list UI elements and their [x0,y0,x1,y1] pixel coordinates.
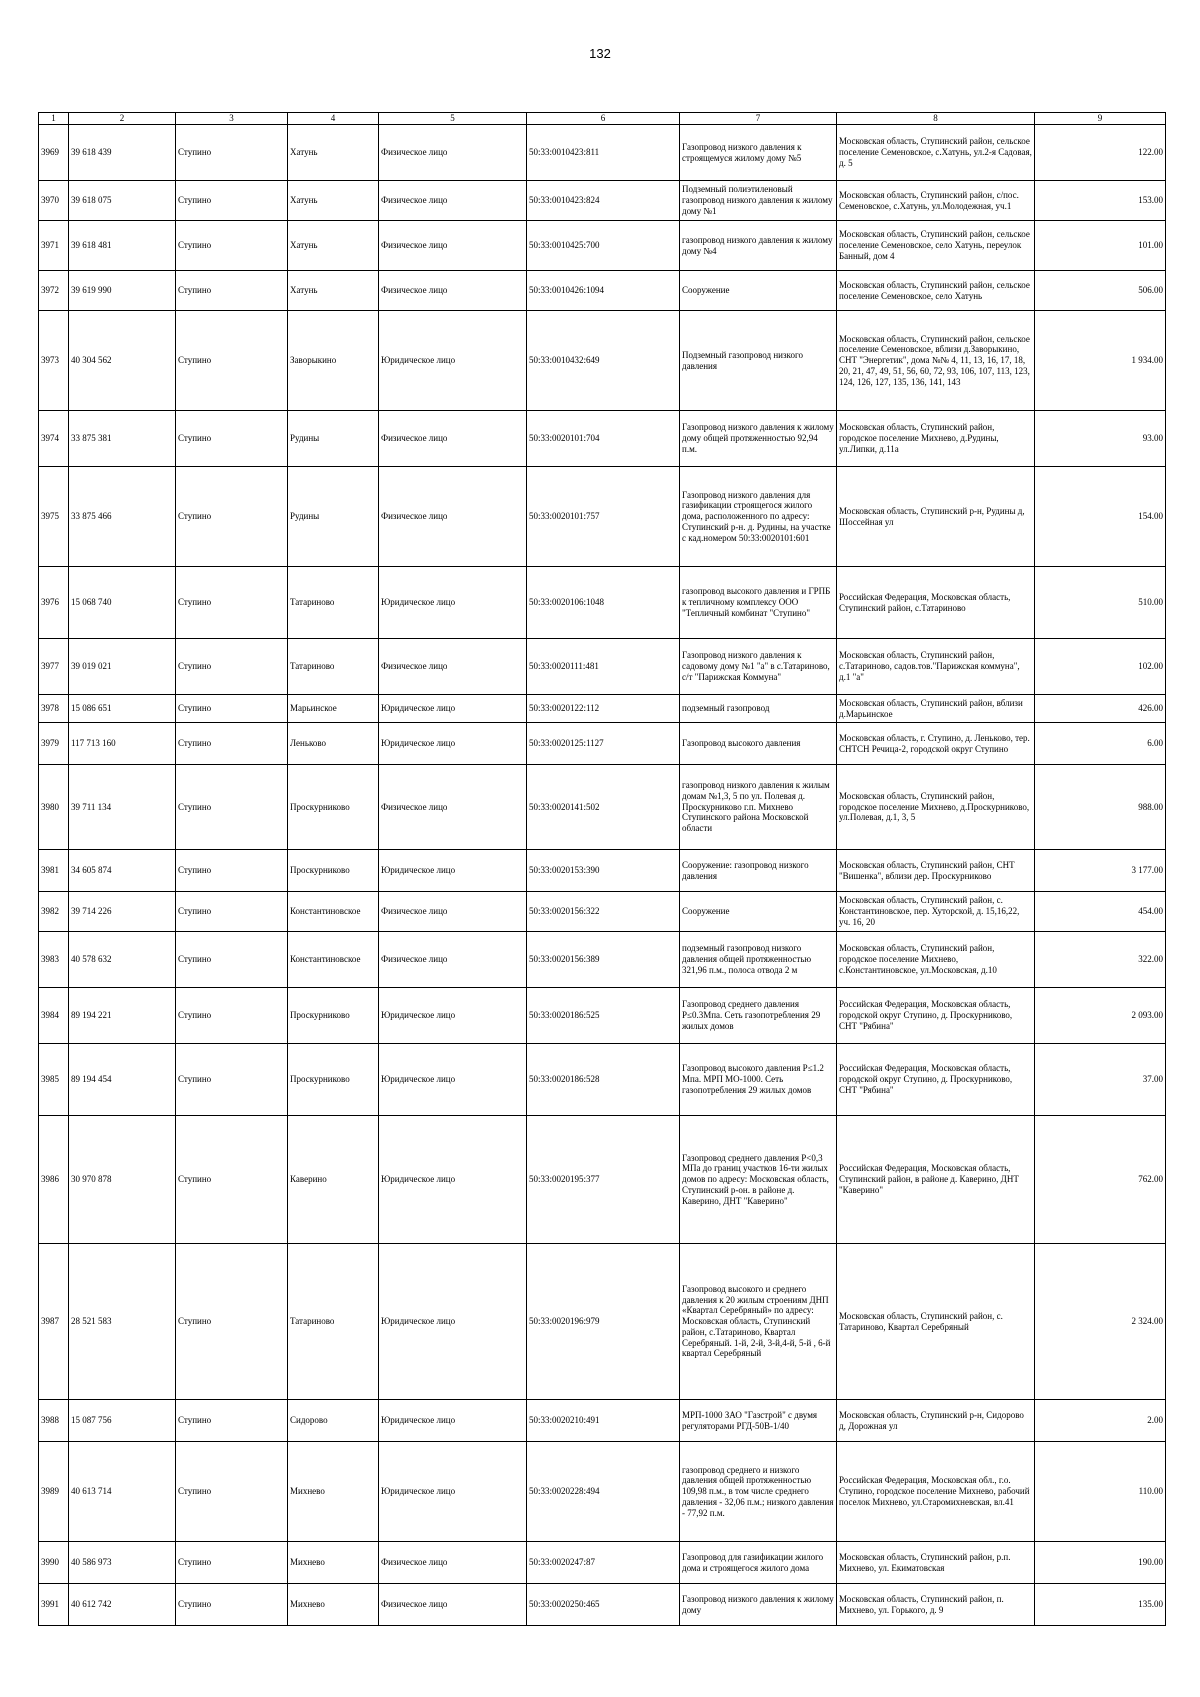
object-code-cell: 39 618 439 [69,125,176,181]
owner-type-cell: Юридическое лицо [379,723,527,765]
address-cell: Московская область, Ступинский район, городское поселение Михнево, д.Проскурниково, ул.Полевая, д.1, 3, 5 [837,765,1035,850]
object-name-cell: Газопровод низкого давления для газификации строящегося жилого дома, расположенного по адресу: Ступинский р-н. д. Рудины, на участке с кад.номером 50:33:0020101:601 [680,467,837,567]
locality-cell: Михнево [288,1584,379,1626]
locality-cell: Сидорово [288,1400,379,1442]
object-code-cell: 117 713 160 [69,723,176,765]
locality-cell: Проскурниково [288,1044,379,1116]
value-cell: 135.00 [1035,1584,1166,1626]
value-cell: 2 093.00 [1035,988,1166,1044]
object-code-cell: 39 618 075 [69,181,176,221]
table-row [39,988,1166,1044]
district-cell: Ступино [176,695,288,723]
locality-cell: Хатунь [288,181,379,221]
object-name-cell: Газопровод среднего давления Р≤0.3Мпа. Сеть газопотребления 29 жилых домов [680,988,837,1044]
table-row [39,181,1166,221]
table-row [39,1044,1166,1116]
address-cell: Московская область, Ступинский район, сельское поселение Семеновское, село Хатунь, переулок Банный, дом 4 [837,221,1035,271]
district-cell: Ступино [176,181,288,221]
value-cell: 426.00 [1035,695,1166,723]
value-cell: 454.00 [1035,892,1166,932]
page-number: 132 [589,46,611,61]
table-row [39,221,1166,271]
object-name-cell: Сооружение [680,892,837,932]
cadastral-number-cell: 50:33:0010432:649 [527,311,680,411]
row-number-cell: 3977 [39,639,69,695]
row-number-cell: 3969 [39,125,69,181]
object-code-cell: 33 875 466 [69,467,176,567]
locality-cell: Татариново [288,567,379,639]
table-row [39,467,1166,567]
value-cell: 153.00 [1035,181,1166,221]
address-cell: Российская Федерация, Московская обл., г.о. Ступино, городское поселение Михнево, рабочий поселок Михнево, ул.Старомихневская, вл.41 [837,1442,1035,1542]
value-cell: 6.00 [1035,723,1166,765]
value-cell: 762.00 [1035,1116,1166,1244]
cadastral-number-cell: 50:33:0020141:502 [527,765,680,850]
district-cell: Ступино [176,723,288,765]
object-code-cell: 30 970 878 [69,1116,176,1244]
locality-cell: Заворыкино [288,311,379,411]
cadastral-number-cell: 50:33:0010423:811 [527,125,680,181]
address-cell: Московская область, г. Ступино, д. Леньково, тер. СНТСН Речица-2, городской округ Ступино [837,723,1035,765]
address-cell: Российская Федерация, Московская область, Ступинский район, с.Татариново [837,567,1035,639]
object-code-cell: 28 521 583 [69,1244,176,1400]
table-row [39,932,1166,988]
owner-type-cell: Юридическое лицо [379,695,527,723]
locality-cell: Хатунь [288,125,379,181]
row-number-cell: 3975 [39,467,69,567]
row-number-cell: 3991 [39,1584,69,1626]
district-cell: Ступино [176,467,288,567]
owner-type-cell: Юридическое лицо [379,1244,527,1400]
object-name-cell: Сооружение: газопровод низкого давления [680,850,837,892]
address-cell: Московская область, Ступинский район, сельское поселение Семеновское, с.Хатунь, ул.2-я Садовая, д. 5 [837,125,1035,181]
district-cell: Ступино [176,1542,288,1584]
value-cell: 154.00 [1035,467,1166,567]
column-header: 5 [379,113,527,125]
district-cell: Ступино [176,411,288,467]
cadastral-number-cell: 50:33:0020247:87 [527,1542,680,1584]
district-cell: Ступино [176,311,288,411]
object-name-cell: Газопровод высокого давления [680,723,837,765]
district-cell: Ступино [176,765,288,850]
row-number-cell: 3973 [39,311,69,411]
cadastral-number-cell: 50:33:0020156:389 [527,932,680,988]
object-name-cell: Газопровод низкого давления к садовому дому №1 "а" в с.Татариново, с/т "Парижская Коммуна" [680,639,837,695]
table-row [39,1244,1166,1400]
table-row [39,1116,1166,1244]
owner-type-cell: Юридическое лицо [379,311,527,411]
owner-type-cell: Физическое лицо [379,639,527,695]
cadastral-number-cell: 50:33:0020106:1048 [527,567,680,639]
cadastral-number-cell: 50:33:0020153:390 [527,850,680,892]
table-row [39,765,1166,850]
value-cell: 988.00 [1035,765,1166,850]
table-row [39,271,1166,311]
object-name-cell: подземный газопровод [680,695,837,723]
object-code-cell: 89 194 221 [69,988,176,1044]
object-code-cell: 40 304 562 [69,311,176,411]
owner-type-cell: Физическое лицо [379,1584,527,1626]
owner-type-cell: Юридическое лицо [379,1044,527,1116]
table-row [39,723,1166,765]
object-name-cell: Газопровод низкого давления к жилому дому общей протяженностью 92,94 п.м. [680,411,837,467]
district-cell: Ступино [176,639,288,695]
column-header: 8 [837,113,1035,125]
table-row [39,411,1166,467]
address-cell: Московская область, Ступинский район, с. Татариново, Квартал Серебряный [837,1244,1035,1400]
owner-type-cell: Физическое лицо [379,271,527,311]
owner-type-cell: Юридическое лицо [379,850,527,892]
owner-type-cell: Юридическое лицо [379,1442,527,1542]
object-name-cell: Сооружение [680,271,837,311]
object-code-cell: 39 711 134 [69,765,176,850]
owner-type-cell: Физическое лицо [379,932,527,988]
object-code-cell: 40 612 742 [69,1584,176,1626]
address-cell: Московская область, Ступинский район, с. Константиновское, пер. Хуторской, д. 15,16,22, уч. 16, 20 [837,892,1035,932]
object-name-cell: Газопровод низкого давления к жилому дому [680,1584,837,1626]
object-code-cell: 39 618 481 [69,221,176,271]
address-cell: Московская область, Ступинский район, городское поселение Михнево, д.Рудины, ул.Липки, д.11а [837,411,1035,467]
owner-type-cell: Физическое лицо [379,467,527,567]
district-cell: Ступино [176,125,288,181]
owner-type-cell: Физическое лицо [379,411,527,467]
row-number-cell: 3985 [39,1044,69,1116]
locality-cell: Михнево [288,1542,379,1584]
value-cell: 110.00 [1035,1442,1166,1542]
value-cell: 3 177.00 [1035,850,1166,892]
district-cell: Ступино [176,932,288,988]
object-code-cell: 15 086 651 [69,695,176,723]
district-cell: Ступино [176,271,288,311]
value-cell: 1 934.00 [1035,311,1166,411]
district-cell: Ступино [176,1584,288,1626]
object-code-cell: 89 194 454 [69,1044,176,1116]
cadastral-number-cell: 50:33:0020196:979 [527,1244,680,1400]
address-cell: Московская область, Ступинский район, с.Татариново, садов.тов."Парижская коммуна", д.1 "а" [837,639,1035,695]
object-name-cell: Газопровод высокого давления Р≤1.2 Мпа. МРП МО-1000. Сеть газопотребления 29 жилых домов [680,1044,837,1116]
address-cell: Российская Федерация, Московская область, городской округ Ступино, д. Проскурниково, СНТ "Рябина" [837,988,1035,1044]
locality-cell: Марьинское [288,695,379,723]
owner-type-cell: Юридическое лицо [379,1116,527,1244]
locality-cell: Рудины [288,467,379,567]
cadastral-number-cell: 50:33:0020186:525 [527,988,680,1044]
locality-cell: Проскурниково [288,988,379,1044]
cadastral-number-cell: 50:33:0020195:377 [527,1116,680,1244]
value-cell: 510.00 [1035,567,1166,639]
value-cell: 322.00 [1035,932,1166,988]
address-cell: Московская область, Ступинский район, сельское поселение Семеновское, вблизи д.Заворыкино, СНТ "Энергетик", дома №№ 4, 11, 13, 16, 17, 18, 20, 21, 47, 49, 51, 56, 60, 72, 93, 106, 107, 113, 123, 124, 126, 127, 135, 136, 141, 143 [837,311,1035,411]
column-header: 6 [527,113,680,125]
column-header: 9 [1035,113,1166,125]
header-row [39,113,1166,125]
object-name-cell: Газопровод низкого давления к строящемуся жилому дому №5 [680,125,837,181]
cadastral-number-cell: 50:33:0010425:700 [527,221,680,271]
column-header: 1 [39,113,69,125]
object-code-cell: 15 068 740 [69,567,176,639]
table-row [39,1442,1166,1542]
row-number-cell: 3972 [39,271,69,311]
value-cell: 122.00 [1035,125,1166,181]
row-number-cell: 3986 [39,1116,69,1244]
object-code-cell: 39 714 226 [69,892,176,932]
cadastral-number-cell: 50:33:0020101:704 [527,411,680,467]
object-code-cell: 34 605 874 [69,850,176,892]
row-number-cell: 3990 [39,1542,69,1584]
table-row [39,1542,1166,1584]
object-name-cell: газопровод среднего и низкого давления общей протяженностью 109,98 п.м., в том числе среднего давления - 32,06 п.м.; низкого давления - 77,92 п.м. [680,1442,837,1542]
locality-cell: Проскурниково [288,850,379,892]
locality-cell: Рудины [288,411,379,467]
object-name-cell: газопровод низкого давления к жилому дому №4 [680,221,837,271]
address-cell: Московская область, Ступинский р-н, Рудины д, Шоссейная ул [837,467,1035,567]
row-number-cell: 3987 [39,1244,69,1400]
object-name-cell: Газопровод для газификации жилого дома и строящегося жилого дома [680,1542,837,1584]
object-name-cell: газопровод высокого давления и ГРПБ к тепличному комплексу ООО "Тепличный комбинат "Ступино" [680,567,837,639]
owner-type-cell: Физическое лицо [379,221,527,271]
row-number-cell: 3976 [39,567,69,639]
owner-type-cell: Юридическое лицо [379,567,527,639]
district-cell: Ступино [176,1044,288,1116]
row-number-cell: 3979 [39,723,69,765]
district-cell: Ступино [176,1442,288,1542]
locality-cell: Михнево [288,1442,379,1542]
cadastral-number-cell: 50:33:0020210:491 [527,1400,680,1442]
address-cell: Московская область, Ступинский район, р.п. Михнево, ул. Екиматовская [837,1542,1035,1584]
table-row [39,850,1166,892]
cadastral-number-cell: 50:33:0020250:465 [527,1584,680,1626]
locality-cell: Константиновское [288,932,379,988]
object-name-cell: Газопровод высокого и среднего давления к 20 жилым строениям ДНП «Квартал Серебряный» по адресу: Московская область, Ступинский район, с.Татариново, Квартал Серебряный. 1-й, 2-й, 3-й,4-й, 5-й , 6-й квартал Серебряный [680,1244,837,1400]
register-table [38,112,1166,1626]
column-header: 7 [680,113,837,125]
object-code-cell: 33 875 381 [69,411,176,467]
object-name-cell: Газопровод среднего давления Р<0,3 МПа до границ участков 16-ти жилых домов по адресу: Московская область, Ступинский р-он. в районе д. Каверино, ДНТ "Каверино" [680,1116,837,1244]
address-cell: Московская область, Ступинский район, городское поселение Михнево, с.Константиновское, ул.Московская, д.10 [837,932,1035,988]
cadastral-number-cell: 50:33:0020156:322 [527,892,680,932]
cadastral-number-cell: 50:33:0010426:1094 [527,271,680,311]
owner-type-cell: Юридическое лицо [379,1400,527,1442]
locality-cell: Каверино [288,1116,379,1244]
row-number-cell: 3981 [39,850,69,892]
locality-cell: Проскурниково [288,765,379,850]
value-cell: 2 324.00 [1035,1244,1166,1400]
owner-type-cell: Физическое лицо [379,181,527,221]
value-cell: 102.00 [1035,639,1166,695]
address-cell: Российская Федерация, Московская область, Ступинский район, в районе д. Каверино, ДНТ "Каверино" [837,1116,1035,1244]
object-name-cell: МРП-1000 ЗАО "Газстрой" с двумя регуляторами РГД-50В-1/40 [680,1400,837,1442]
locality-cell: Хатунь [288,271,379,311]
table-row [39,125,1166,181]
value-cell: 190.00 [1035,1542,1166,1584]
locality-cell: Татариново [288,639,379,695]
district-cell: Ступино [176,567,288,639]
column-header: 2 [69,113,176,125]
row-number-cell: 3980 [39,765,69,850]
row-number-cell: 3988 [39,1400,69,1442]
object-code-cell: 39 019 021 [69,639,176,695]
owner-type-cell: Физическое лицо [379,892,527,932]
object-name-cell: Подземный полиэтиленовый газопровод низкого давления к жилому дому №1 [680,181,837,221]
owner-type-cell: Юридическое лицо [379,988,527,1044]
value-cell: 506.00 [1035,271,1166,311]
address-cell: Московская область, Ступинский район, вблизи д.Марьинское [837,695,1035,723]
object-code-cell: 40 578 632 [69,932,176,988]
address-cell: Московская область, Ступинский район, СНТ "Вишенка", вблизи дер. Проскурниково [837,850,1035,892]
locality-cell: Татариново [288,1244,379,1400]
row-number-cell: 3989 [39,1442,69,1542]
row-number-cell: 3984 [39,988,69,1044]
owner-type-cell: Физическое лицо [379,125,527,181]
row-number-cell: 3983 [39,932,69,988]
object-name-cell: Подземный газопровод низкого давления [680,311,837,411]
object-name-cell: подземный газопровод низкого давления общей протяженностью 321,96 п.м., полоса отвода 2 м [680,932,837,988]
address-cell: Московская область, Ступинский р-н, Сидорово д, Дорожная ул [837,1400,1035,1442]
cadastral-number-cell: 50:33:0020186:528 [527,1044,680,1116]
table-row [39,567,1166,639]
address-cell: Московская область, Ступинский район, п. Михнево, ул. Горького, д. 9 [837,1584,1035,1626]
object-code-cell: 40 613 714 [69,1442,176,1542]
district-cell: Ступино [176,221,288,271]
value-cell: 2.00 [1035,1400,1166,1442]
district-cell: Ступино [176,1244,288,1400]
cadastral-number-cell: 50:33:0020125:1127 [527,723,680,765]
cadastral-number-cell: 50:33:0010423:824 [527,181,680,221]
address-cell: Московская область, Ступинский район, с/пос. Семеновское, с.Хатунь, ул.Молодежная, уч.1 [837,181,1035,221]
locality-cell: Хатунь [288,221,379,271]
row-number-cell: 3974 [39,411,69,467]
row-number-cell: 3971 [39,221,69,271]
table-row [39,639,1166,695]
object-code-cell: 40 586 973 [69,1542,176,1584]
table-row [39,695,1166,723]
object-name-cell: газопровод низкого давления к жилым домам №1,3, 5 по ул. Полевая д. Проскурниково г.п. Михнево Ступинского района Московской области [680,765,837,850]
locality-cell: Леньково [288,723,379,765]
table-row [39,311,1166,411]
cadastral-number-cell: 50:33:0020101:757 [527,467,680,567]
district-cell: Ступино [176,1400,288,1442]
owner-type-cell: Физическое лицо [379,765,527,850]
district-cell: Ступино [176,988,288,1044]
value-cell: 37.00 [1035,1044,1166,1116]
address-cell: Московская область, Ступинский район, сельское поселение Семеновское, село Хатунь [837,271,1035,311]
locality-cell: Константиновское [288,892,379,932]
district-cell: Ступино [176,892,288,932]
value-cell: 93.00 [1035,411,1166,467]
table-row [39,1400,1166,1442]
value-cell: 101.00 [1035,221,1166,271]
object-code-cell: 39 619 990 [69,271,176,311]
object-code-cell: 15 087 756 [69,1400,176,1442]
row-number-cell: 3978 [39,695,69,723]
owner-type-cell: Физическое лицо [379,1542,527,1584]
cadastral-number-cell: 50:33:0020111:481 [527,639,680,695]
district-cell: Ступино [176,1116,288,1244]
address-cell: Российская Федерация, Московская область, городской округ Ступино, д. Проскурниково, СНТ "Рябина" [837,1044,1035,1116]
district-cell: Ступино [176,850,288,892]
cadastral-number-cell: 50:33:0020122:112 [527,695,680,723]
column-header: 3 [176,113,288,125]
row-number-cell: 3970 [39,181,69,221]
table-row [39,1584,1166,1626]
cadastral-number-cell: 50:33:0020228:494 [527,1442,680,1542]
table-row [39,892,1166,932]
column-header: 4 [288,113,379,125]
row-number-cell: 3982 [39,892,69,932]
